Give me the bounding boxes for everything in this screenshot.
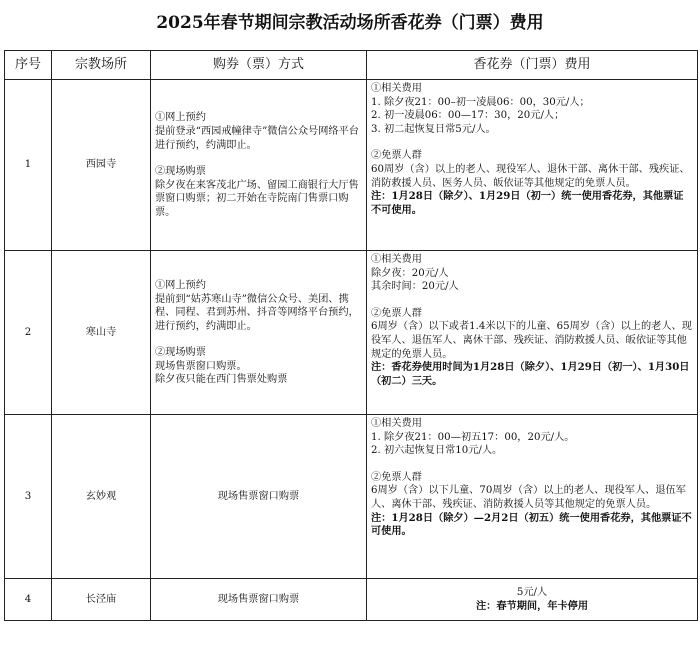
fee-details (367, 251, 698, 415)
fee-exempt: ②免票人群 6周岁（含）以下或者1.4米以下的儿童、65周岁（含）以上的老人、现役军人、退伍军人、离休干部、残疾证、消防救援人员、皈依证等其他规定的免票人员。 (371, 307, 692, 360)
header-method: 购券（票）方式 (151, 51, 367, 80)
fee-details (367, 415, 698, 579)
fee-related: ①相关费用 除夕夜：20元/人 其余时间：20元/人 (371, 254, 459, 293)
table-row (5, 251, 698, 415)
row-number: 3 (5, 415, 52, 579)
site-name: 玄妙观 (52, 415, 151, 579)
fee-related: ①相关费用 1. 除夕夜21：00–初一凌晨06：00，30元/人； 2. 初一凌晨06：00—17：30，20元/人； 3. 初二起恢复日常5元/人。 (371, 83, 590, 135)
table-row (5, 579, 698, 621)
table-row (5, 415, 698, 579)
fee-note: 注：1月28日（除夕）、1月29日（初一）统一使用香花券，其他票证不可使用。 (371, 190, 684, 216)
fee-note: 注：春节期间，年卡停用 (475, 599, 589, 612)
table-row (5, 80, 698, 251)
purchase-method (151, 80, 367, 251)
table-header-row (5, 51, 698, 80)
method-onsite: ②现场购票 除夕夜在来客茂北广场、留园工商银行大厅售票窗口购票；初二开始在寺院南门售票口购票。 (155, 166, 359, 218)
fee-exempt: ②免票人群 60周岁（含）以上的老人、现役军人、退休干部、离休干部、残疾证、消防救援人员、医务人员、皈依证等其他规定的免票人员。 (371, 150, 690, 189)
row-number: 1 (5, 80, 52, 251)
fee-details (367, 579, 698, 621)
header-no: 序号 (5, 51, 52, 80)
method-online: ①网上预约 提前登录“西园戒幢律寺”微信公众号网络平台进行预约，约满即止。 (155, 112, 359, 151)
fee-related: ①相关费用 1. 除夕夜21：00—初五17：00，20元/人。 2. 初六起恢复日常10元/人。 (371, 418, 575, 457)
fee-table (4, 50, 698, 621)
fee-note: 注：1月28日（除夕）—2月2日（初五）统一使用香花券，其他票证不可使用。 (371, 511, 692, 538)
site-name: 寒山寺 (52, 251, 151, 415)
method-onsite: ②现场购票 现场售票窗口购票。 除夕夜只能在西门售票处购票 (155, 347, 288, 386)
purchase-method: 现场售票窗口购票 (151, 579, 367, 621)
row-number: 2 (5, 251, 52, 415)
fee-line: 5元/人 (516, 586, 548, 598)
row-number: 4 (5, 579, 52, 621)
fee-note: 注：香花券使用时间为1月28日（除夕）、1月29日（初一）、1月30日（初二）三天。 (371, 361, 690, 387)
fee-exempt: ②免票人群 6周岁（含）以下儿童、70周岁（含）以上的老人、现役军人、退伍军人、离休干部、残疾证、消防救援人员等其他规定的免票人员。 (371, 471, 686, 510)
header-site: 宗教场所 (52, 51, 151, 80)
fee-details (367, 80, 698, 251)
page-title: 2025年春节期间宗教活动场所香花券（门票）费用 (156, 13, 544, 33)
site-name: 西园寺 (52, 80, 151, 251)
purchase-method (151, 251, 367, 415)
site-name: 长泾庙 (52, 579, 151, 621)
method-online: ①网上预约 提前到“姑苏寒山寺”微信公众号、美团、携程、同程、君到苏州、抖音等网络平台预约，进行预约，约满即止。 (155, 279, 359, 332)
header-fee: 香花券（门票）费用 (367, 51, 698, 80)
purchase-method: 现场售票窗口购票 (151, 415, 367, 579)
